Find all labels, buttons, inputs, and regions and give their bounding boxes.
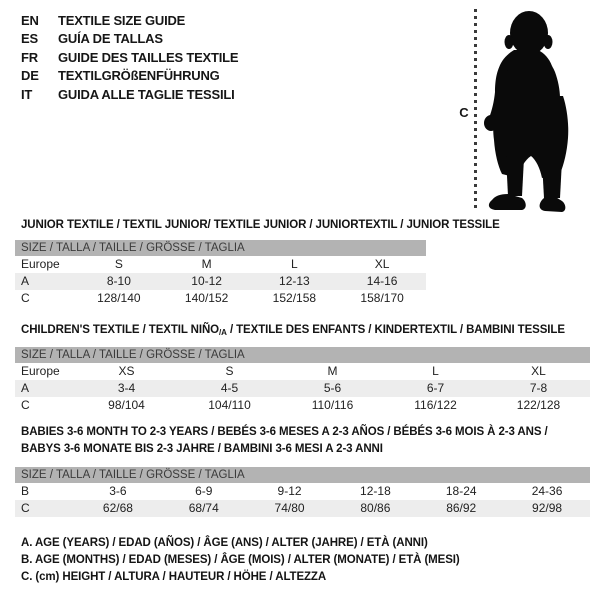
size-cell: 104/110 xyxy=(208,398,251,412)
title-line-1: BABIES 3-6 MONTH TO 2-3 YEARS / BEBÉS 3-6 MESES A 2-3 AÑOS / BÉBÉS 3-6 MOIS À 2-3 ANS / xyxy=(21,426,548,438)
size-cell: 18-24 xyxy=(445,484,477,498)
children-size-table xyxy=(15,347,590,414)
row-label: Europe xyxy=(21,364,60,378)
language-code: ES xyxy=(21,31,38,47)
table-row-height xyxy=(15,500,590,517)
size-cell: S xyxy=(225,364,234,378)
size-cell: 110/116 xyxy=(311,398,354,412)
size-cell: 12-13 xyxy=(279,274,310,288)
size-cell: 140/152 xyxy=(184,291,229,305)
size-cell: 92/98 xyxy=(532,501,563,515)
row-label: C xyxy=(21,398,30,412)
guide-title-es: GUÍA DE TALLAS xyxy=(58,31,163,47)
table-row-age xyxy=(15,380,590,397)
guide-title-de: TEXTILGRÖßENFÜHRUNG xyxy=(58,68,220,84)
title-text: / TEXTILE DES ENFANTS / KINDERTEXTIL / BAMBINI TESSILE xyxy=(226,324,565,336)
size-cell: M xyxy=(201,257,212,271)
babies-size-table xyxy=(15,467,590,517)
size-cell: 158/170 xyxy=(360,291,404,305)
language-code: EN xyxy=(21,13,39,28)
size-cell: XL xyxy=(531,364,546,378)
row-label: B xyxy=(21,484,30,498)
table-header-band: SIZE / TALLA / TAILLE / GRÖSSE / TAGLIA xyxy=(15,240,426,256)
section-title-junior: JUNIOR TEXTILE / TEXTIL JUNIOR/ TEXTILE JUNIOR / JUNIORTEXTIL / JUNIOR TESSILE xyxy=(21,219,500,231)
language-code: IT xyxy=(21,86,33,102)
row-label: C xyxy=(21,501,30,515)
table-header-band: SIZE / TALLA / TAILLE / GRÖSSE / TAGLIA xyxy=(15,347,590,363)
size-cell: 6-7 xyxy=(426,381,445,395)
size-cell: 12-18 xyxy=(360,484,391,498)
table-row-age-months xyxy=(15,483,590,500)
size-cell: 152/158 xyxy=(272,291,317,305)
size-cell: L xyxy=(291,257,298,271)
language-row-it xyxy=(21,86,238,104)
table-row-height xyxy=(15,290,426,307)
size-cell: 3-4 xyxy=(117,381,136,395)
language-code: FR xyxy=(21,49,38,65)
table-row-height xyxy=(15,397,590,414)
row-label: A xyxy=(21,274,30,288)
size-cell: S xyxy=(114,257,123,271)
size-cell: 68/74 xyxy=(188,501,219,515)
section-title-children xyxy=(21,322,565,341)
guide-title-en: TEXTILE SIZE GUIDE xyxy=(58,13,186,28)
row-label: C xyxy=(21,291,30,305)
section-title-babies xyxy=(21,424,548,458)
size-cell: 98/104 xyxy=(108,398,145,412)
language-row-fr xyxy=(21,49,238,67)
size-cell: 80/86 xyxy=(360,501,391,515)
table-header-band: SIZE / TALLA / TAILLE / GRÖSSE / TAGLIA xyxy=(15,467,590,483)
size-cell: 122/128 xyxy=(516,398,561,412)
size-cell: 128/140 xyxy=(97,291,141,305)
row-label: Europe xyxy=(21,257,60,271)
language-row-es xyxy=(21,30,238,48)
size-cell: 14-16 xyxy=(366,274,398,288)
baby-silhouette-icon xyxy=(482,6,574,214)
size-cell: 5-6 xyxy=(323,381,342,395)
junior-size-table xyxy=(15,240,426,307)
language-code: DE xyxy=(21,68,39,84)
title-text: CHILDREN'S TEXTILE / TEXTIL NIÑO xyxy=(21,324,220,336)
guide-title-it: GUIDA ALLE TAGLIE TESSILI xyxy=(58,86,235,102)
size-cell: 7-8 xyxy=(529,381,548,395)
footnote-b: B. AGE (MONTHS) / EDAD (MESES) / ÂGE (MOIS) / ALTER (MONATE) / ETÀ (MESI) xyxy=(21,554,460,566)
footnotes xyxy=(21,535,460,586)
row-label: A xyxy=(21,381,30,395)
size-cell: 8-10 xyxy=(106,274,131,288)
size-cell: 6-9 xyxy=(195,484,213,498)
size-cell: 4-5 xyxy=(220,381,239,395)
height-measure-label: C xyxy=(459,105,469,120)
size-cell: 62/68 xyxy=(102,501,133,515)
table-row-age xyxy=(15,273,426,290)
size-cell: 24-36 xyxy=(531,484,563,498)
height-measure-line xyxy=(474,9,477,211)
size-cell: XL xyxy=(374,257,390,271)
language-title-list xyxy=(21,12,238,104)
size-cell: XS xyxy=(118,364,135,378)
language-row-en xyxy=(21,12,238,30)
footnote-a: A. AGE (YEARS) / EDAD (AÑOS) / ÂGE (ANS) / ALTER (JAHRE) / ETÀ (ANNI) xyxy=(21,537,428,549)
title-line-2: BABYS 3-6 MONATE BIS 2-3 JAHRE / BAMBINI 3-6 MESI A 2-3 ANNI xyxy=(21,443,383,455)
language-row-de xyxy=(21,67,238,85)
size-cell: 86/92 xyxy=(446,501,477,515)
size-cell: 3-6 xyxy=(109,484,127,498)
title-subscript: /A xyxy=(219,328,227,337)
size-cell: 116/122 xyxy=(414,398,457,412)
size-cell: 9-12 xyxy=(277,484,302,498)
size-cell: 74/80 xyxy=(274,501,305,515)
table-row-europe xyxy=(15,256,426,273)
size-cell: M xyxy=(327,364,338,378)
guide-title-fr: GUIDE DES TAILLES TEXTILE xyxy=(58,49,239,65)
table-row-europe xyxy=(15,363,590,380)
size-cell: 10-12 xyxy=(191,274,222,288)
footnote-c: C. (cm) HEIGHT / ALTURA / HAUTEUR / HÖHE / ALTEZZA xyxy=(21,571,327,583)
size-cell: L xyxy=(432,364,439,378)
